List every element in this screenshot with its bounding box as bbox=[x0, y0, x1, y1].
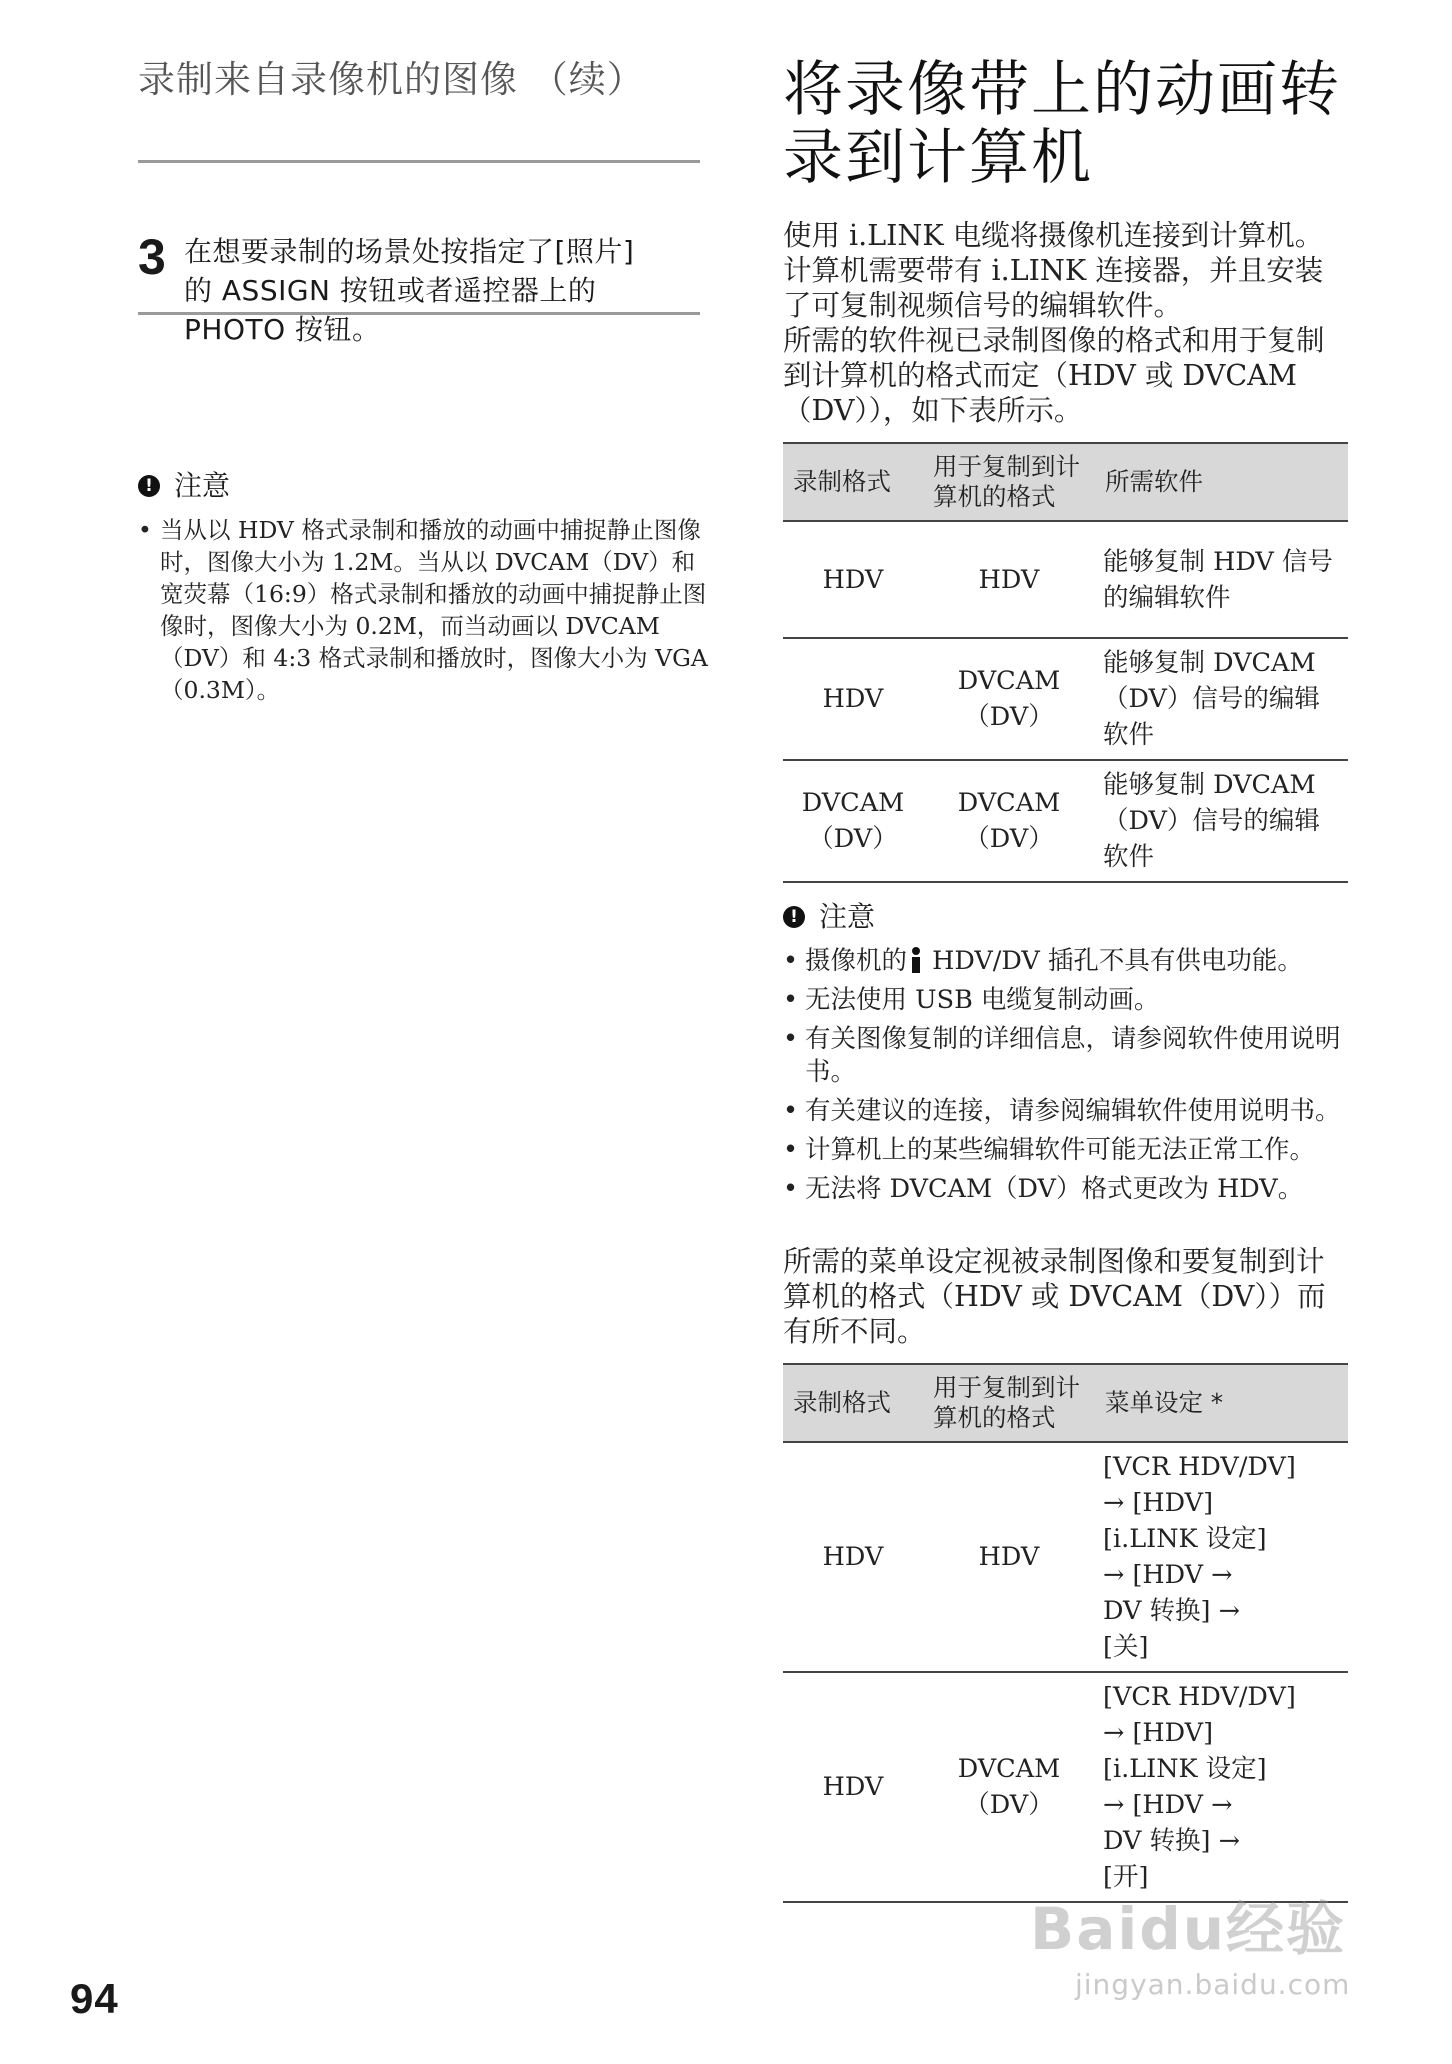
left-note-item: • 当从以 HDV 格式录制和播放的动画中捕捉静止图像时，图像大小为 1.2M。当从以 DVCAM（DV）和宽荧幕（16:9）格式录制和播放的动画中捕捉静止图像时，图像大小为 0.2M，而当动画以 DVCAM（DV）和 4:3 格式录制和播放时，图像大小为 VGA（0.3M）。 bbox=[138, 514, 708, 706]
section-title: 将录像带上的动画转 录到计算机 bbox=[783, 55, 1341, 193]
column-header: 录制格式 bbox=[783, 443, 923, 521]
right-note-item: • 有关建议的连接，请参阅编辑软件使用说明书。 bbox=[783, 1095, 1348, 1128]
table-cell: HDV bbox=[783, 638, 923, 760]
column-header: 所需软件 bbox=[1095, 443, 1348, 521]
caution-icon: ! bbox=[138, 475, 160, 497]
right-note-item bbox=[783, 945, 1348, 978]
right-column bbox=[783, 56, 1348, 1903]
step-text: 在想要录制的场景处按指定了[照片] 的 ASSIGN 按钮或者遥控器上的 PHOTO 按钮。 bbox=[184, 235, 635, 346]
menu-settings-table bbox=[783, 1363, 1348, 1903]
column-header: 菜单设定 * bbox=[1095, 1364, 1348, 1442]
right-note-item: • 计算机上的某些编辑软件可能无法正常工作。 bbox=[783, 1134, 1348, 1167]
intro-paragraph-1: 使用 i.LINK 电缆将摄像机连接到计算机。 bbox=[783, 219, 1324, 252]
watermark-url: jingyan.baidu.com bbox=[1075, 1968, 1351, 2001]
table-cell: HDV bbox=[923, 1442, 1095, 1672]
watermark-logo: Baidu经验 bbox=[1030, 1895, 1347, 1963]
right-note-list bbox=[783, 945, 1348, 1206]
software-table bbox=[783, 442, 1348, 883]
table-row bbox=[783, 521, 1348, 638]
table-cell: HDV bbox=[783, 1442, 923, 1672]
step-3 bbox=[138, 229, 708, 349]
step-number: 3 bbox=[138, 229, 166, 285]
column-header: 录制格式 bbox=[783, 1364, 923, 1442]
right-note-item: • 无法使用 USB 电缆复制动画。 bbox=[783, 984, 1348, 1017]
ilink-icon bbox=[910, 947, 921, 973]
table-header-row bbox=[783, 443, 1348, 521]
table-cell: [VCR HDV/DV] → [HDV] [i.LINK 设定] → [HDV → DV 转换] → [关] bbox=[1095, 1442, 1348, 1672]
table-cell: 能够复制 DVCAM（DV）信号的编辑软件 bbox=[1095, 760, 1348, 882]
table-row bbox=[783, 638, 1348, 760]
note-heading-label: 注意 bbox=[819, 900, 876, 933]
running-head: 录制来自录像机的图像 （续） bbox=[138, 58, 645, 101]
intro-paragraph-2: 计算机需要带有 i.LINK 连接器，并且安装了可复制视频信号的编辑软件。 bbox=[783, 254, 1324, 322]
caution-icon: ! bbox=[783, 906, 805, 928]
column-header: 用于复制到计算机的格式 bbox=[923, 1364, 1095, 1442]
intro-paragraph-3: 所需的软件视已录制图像的格式和用于复制到计算机的格式而定（HDV 或 DVCAM（DV）），如下表所示。 bbox=[783, 324, 1325, 427]
right-note-item: • 有关图像复制的详细信息，请参阅软件使用说明书。 bbox=[783, 1023, 1348, 1089]
table-cell: DVCAM（DV） bbox=[923, 760, 1095, 882]
table-cell: 能够复制 HDV 信号的编辑软件 bbox=[1095, 521, 1348, 638]
left-note-list bbox=[138, 514, 708, 706]
table-cell: HDV bbox=[783, 521, 923, 638]
divider-top bbox=[138, 160, 700, 163]
menu-paragraph: 所需的菜单设定视被录制图像和要复制到计算机的格式（HDV 或 DVCAM（DV））而有所不同。 bbox=[783, 1245, 1326, 1348]
note-item-suffix: HDV/DV 插孔不具有供电功能。 bbox=[924, 946, 1303, 976]
table-cell: DVCAM（DV） bbox=[923, 1672, 1095, 1902]
divider-bottom bbox=[138, 312, 700, 315]
table-row bbox=[783, 1672, 1348, 1902]
table-header-row bbox=[783, 1364, 1348, 1442]
note-heading bbox=[138, 468, 708, 504]
column-header: 用于复制到计算机的格式 bbox=[923, 443, 1095, 521]
table-cell: HDV bbox=[783, 1672, 923, 1902]
left-note bbox=[138, 468, 708, 706]
right-note-item: • 无法将 DVCAM（DV）格式更改为 HDV。 bbox=[783, 1173, 1348, 1206]
table-cell: DVCAM（DV） bbox=[923, 638, 1095, 760]
note-heading bbox=[783, 899, 1348, 935]
note-item-prefix: 摄像机的 bbox=[805, 946, 908, 976]
table-cell: DVCAM（DV） bbox=[783, 760, 923, 882]
table-cell: [VCR HDV/DV] → [HDV] [i.LINK 设定] → [HDV → DV 转换] → [开] bbox=[1095, 1672, 1348, 1902]
note-heading-label: 注意 bbox=[174, 469, 231, 502]
table-row bbox=[783, 1442, 1348, 1672]
table-cell: 能够复制 DVCAM（DV）信号的编辑软件 bbox=[1095, 638, 1348, 760]
right-note bbox=[783, 899, 1348, 1206]
table-cell: HDV bbox=[923, 521, 1095, 638]
table-row bbox=[783, 760, 1348, 882]
page-number: 94 bbox=[70, 1975, 119, 2022]
